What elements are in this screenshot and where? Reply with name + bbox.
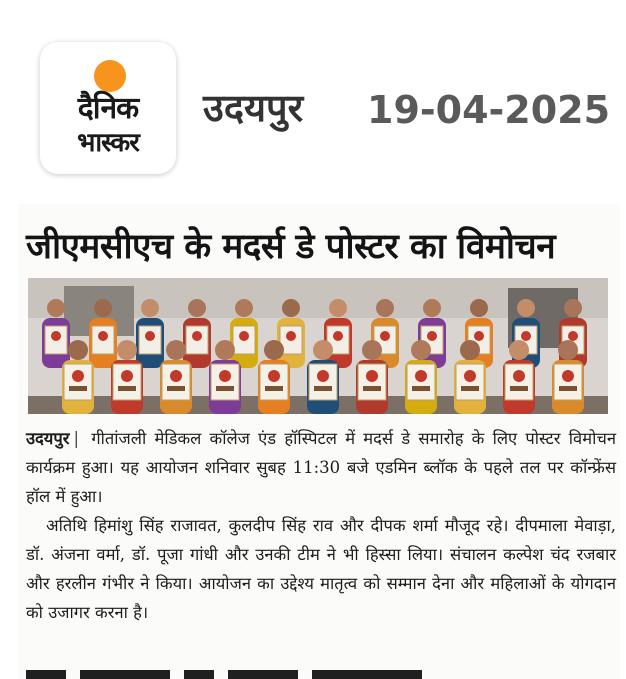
group-photo	[28, 278, 608, 414]
next-article-headline-cropped	[26, 670, 606, 679]
dainik-bhaskar-logo	[40, 42, 176, 174]
logo-text-line1: दैनिक	[77, 91, 139, 126]
article-headline: जीएमसीएच के मदर्स डे पोस्टर का विमोचन	[26, 227, 556, 267]
article-paragraph-1: गीतांजली मेडिकल कॉलेज एंड हॉस्पिटल में मदर्स डे समारोह के लिए पोस्टर विमोचन कार्यक्रम हुआ। यह आयोजन शनिवार सुबह 11:30 बजे एडमिन ब्लॉक के पहले तल पर कॉन्फ्रेंस हॉल में हुआ।	[26, 429, 617, 506]
sun-logo-icon	[94, 60, 126, 92]
logo-text-line2: भास्कर	[77, 128, 139, 158]
article-body	[26, 424, 616, 627]
article-dateline: उदयपुर	[26, 429, 70, 448]
news-clipping	[18, 204, 620, 679]
edition-date: 19-04-2025	[367, 88, 611, 132]
article-paragraph-2: अतिथि हिमांशु सिंह राजावत, कुलदीप सिंह राव और दीपक शर्मा मौजूद रहे। दीपमाला मेवाड़ा, डॉ. अंजना वर्मा, डॉ. पूजा गांधी और उनकी टीम ने भी हिस्सा लिया। संचालन कल्पेश चंद रजबार और हरलीन गंभीर ने किया। आयोजन का उद्देश्य मातृत्व को सम्मान देना और महिलाओं के योगदान को उजागर करना है।	[26, 516, 616, 622]
edition-city: उदयपुर	[203, 86, 304, 130]
dateline-separator: |	[73, 429, 80, 448]
